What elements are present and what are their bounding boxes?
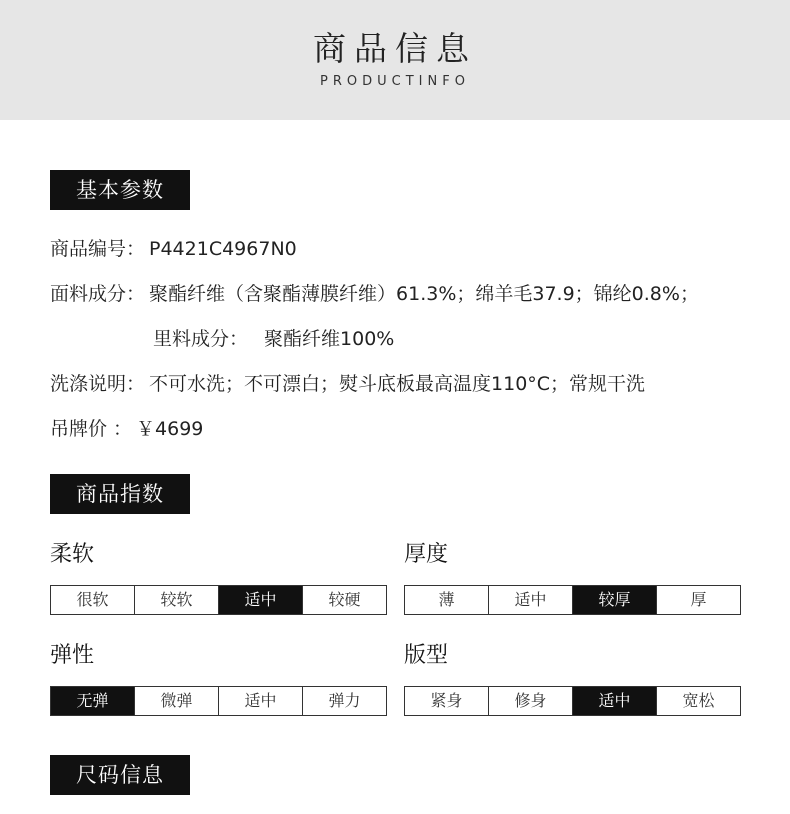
param-label: 里料成分： [153,328,249,350]
param-price [50,417,203,441]
param-value: ￥4699 [136,418,204,440]
param-value: 不可水洗；不可漂白；熨斗底板最高温度110°C；常规干洗 [149,373,646,395]
section-title-size: 尺码信息 [50,755,190,795]
scale-option: 较软 [135,586,219,614]
scale-option-selected: 无弹 [51,687,135,715]
scale-option: 弹力 [328,691,361,710]
param-value: 聚酯纤维（含聚酯薄膜纤维）61.3%；绵羊毛37.9；锦纶0.8%； [149,283,699,305]
page-header [0,0,790,120]
param-label: 商品编号： [50,238,146,260]
scale-option: 很软 [51,586,135,614]
scale-option: 厚 [690,590,707,609]
param-label: 面料成分： [50,283,146,305]
scale-option: 适中 [219,687,303,715]
scale-option: 较硬 [328,590,361,609]
index-label-softness: 柔软 [50,542,95,567]
scale-option: 适中 [489,586,573,614]
scale-option-selected: 适中 [219,586,303,614]
fit-scale [404,686,741,716]
param-product-code [50,237,297,261]
scale-option: 修身 [489,687,573,715]
param-wash [50,372,645,396]
param-label: 吊牌价 ： [50,418,133,440]
param-value: 聚酯纤维100% [264,328,395,350]
header-subtitle: PRODUCTINFO [320,74,470,89]
scale-option-selected: 较厚 [573,586,657,614]
scale-option: 微弹 [135,687,219,715]
scale-option: 宽松 [682,691,715,710]
softness-scale [50,585,387,615]
param-label: 洗涤说明： [50,373,146,395]
index-label-fit: 版型 [404,643,449,668]
header-title: 商品信息 [313,29,477,68]
param-lining [153,327,394,351]
index-label-thickness: 厚度 [404,542,449,567]
scale-option: 紧身 [405,687,489,715]
section-title-basic: 基本参数 [50,170,190,210]
index-label-elasticity: 弹性 [50,643,95,668]
param-fabric [50,282,699,306]
scale-option: 薄 [405,586,489,614]
section-title-index: 商品指数 [50,474,190,514]
param-value: P4421C4967N0 [149,238,297,260]
thickness-scale [404,585,741,615]
scale-option-selected: 适中 [573,687,657,715]
elasticity-scale [50,686,387,716]
